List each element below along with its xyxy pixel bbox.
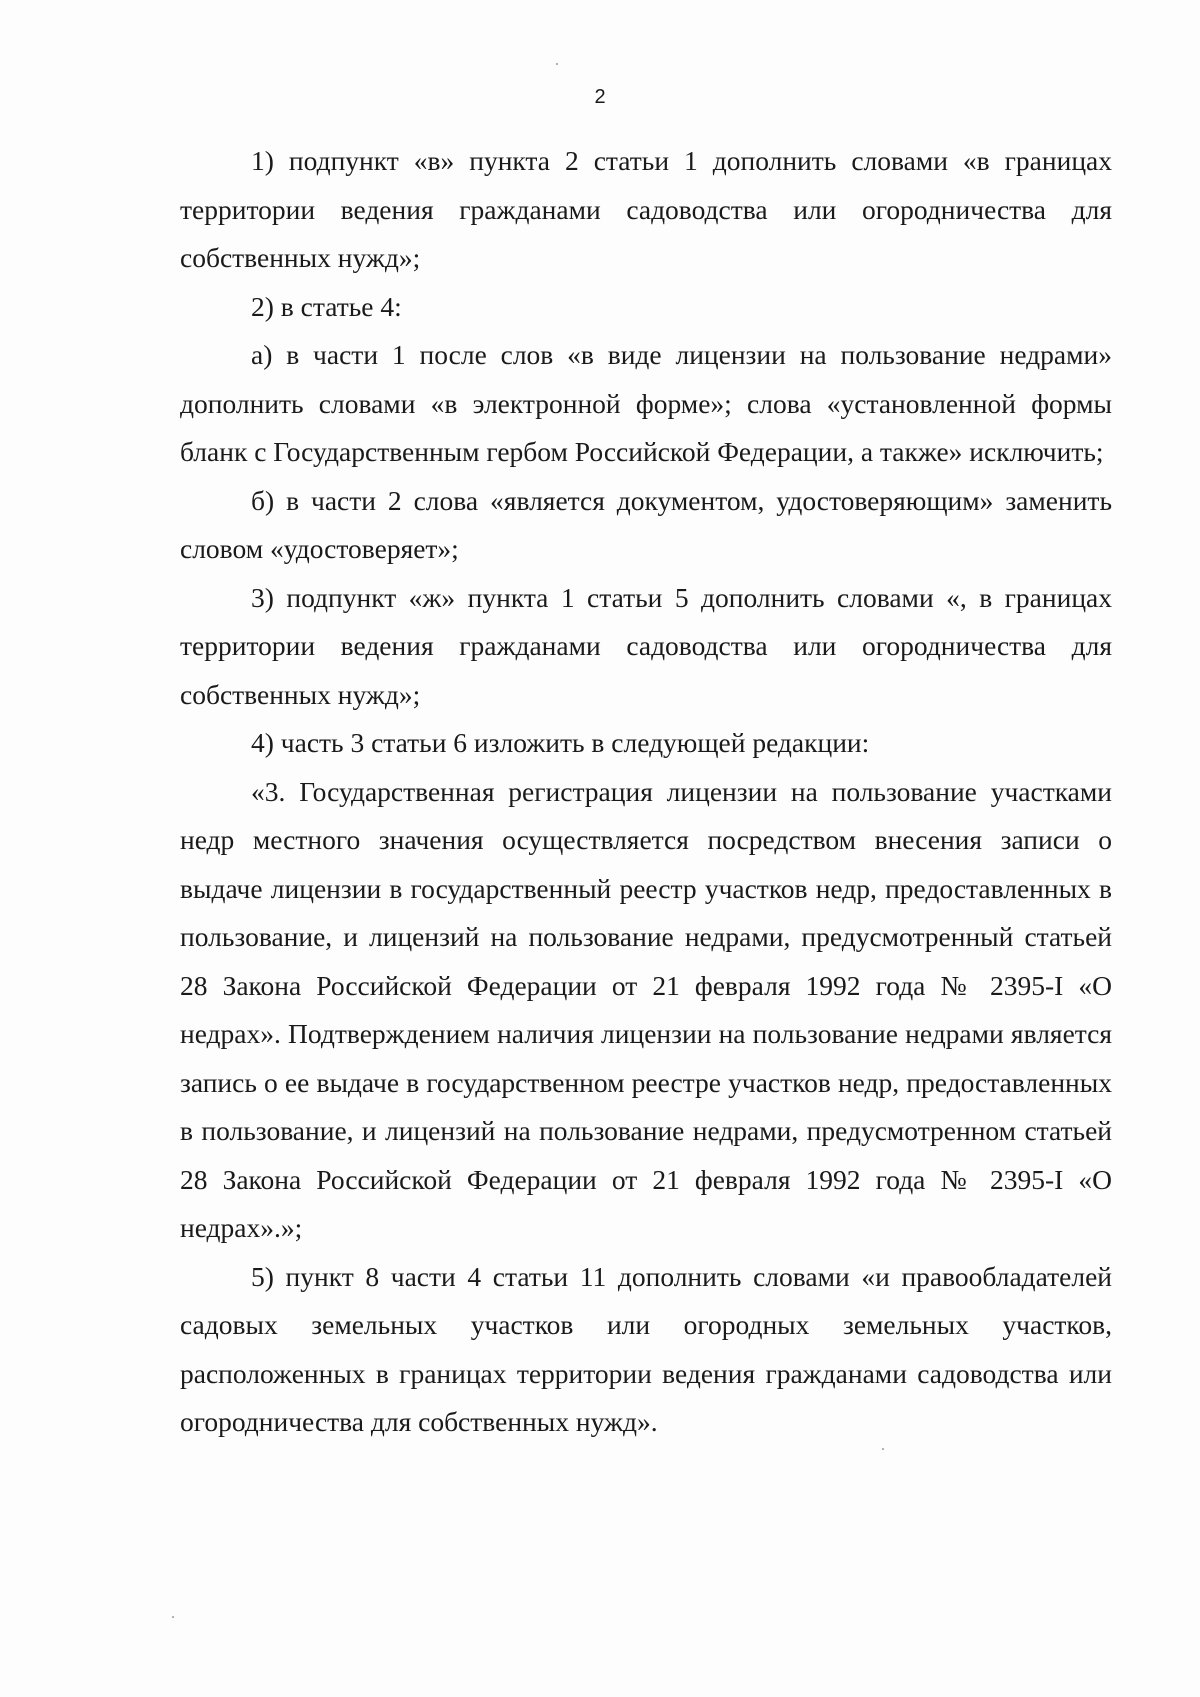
paragraph-item-1: 1) подпункт «в» пункта 2 статьи 1 дополнить словами «в границах территории ведения гражданами садоводства или огородничества для собственных нужд»;: [180, 145, 1112, 273]
document-body: [180, 137, 1112, 1447]
paragraph-quoted-amendment: «3. Государственная регистрация лицензии на пользование участками недр местного значения осуществляется посредством внесения записи о выдаче лицензии в государственный реестр участков недр, предоставленных в пользование, и лицензий на пользование недрами, предусмотренный статьей 28 Закона Российской Федерации от 21 февраля 1992 года № 2395-I «О недрах». Подтверждением наличия лицензии на пользование недрами является запись о ее выдаче в государственном реестре участков недр, предоставленных в пользование, и лицензий на пользование недрами, предусмотренном статьей 28 Закона Российской Федерации от 21 февраля 1992 года № 2395-I «О недрах».»;: [180, 775, 1112, 1243]
paragraph-item-2a: а) в части 1 после слов «в виде лицензии на пользование недрами» дополнить словами «в электронной форме»; слова «установленной формы бланк с Государственным гербом Российской Федерации, а также» исключить;: [180, 339, 1112, 467]
paragraph-item-5: 5) пункт 8 части 4 статьи 11 дополнить словами «и правообладателей садовых земельных участков или огородных земельных участков, расположенных в границах территории ведения гражданами садоводства или огородничества для собственных нужд».: [180, 1260, 1112, 1437]
page-number: 2: [594, 86, 606, 108]
scan-speck: [172, 1616, 174, 1618]
paragraph-item-3: 3) подпункт «ж» пункта 1 статьи 5 дополнить словами «, в границах территории ведения гражданами садоводства или огородничества для собственных нужд»;: [180, 581, 1112, 710]
paragraph-item-4: 4) часть 3 статьи 6 изложить в следующей редакции:: [251, 727, 870, 758]
paragraph-item-2: 2) в статье 4:: [251, 290, 402, 322]
scan-speck: [882, 1448, 884, 1450]
paragraph-item-2b: б) в части 2 слова «является документом, удостоверяющим» заменить словом «удостоверяет»;: [180, 484, 1112, 564]
scan-speck: [556, 63, 558, 65]
